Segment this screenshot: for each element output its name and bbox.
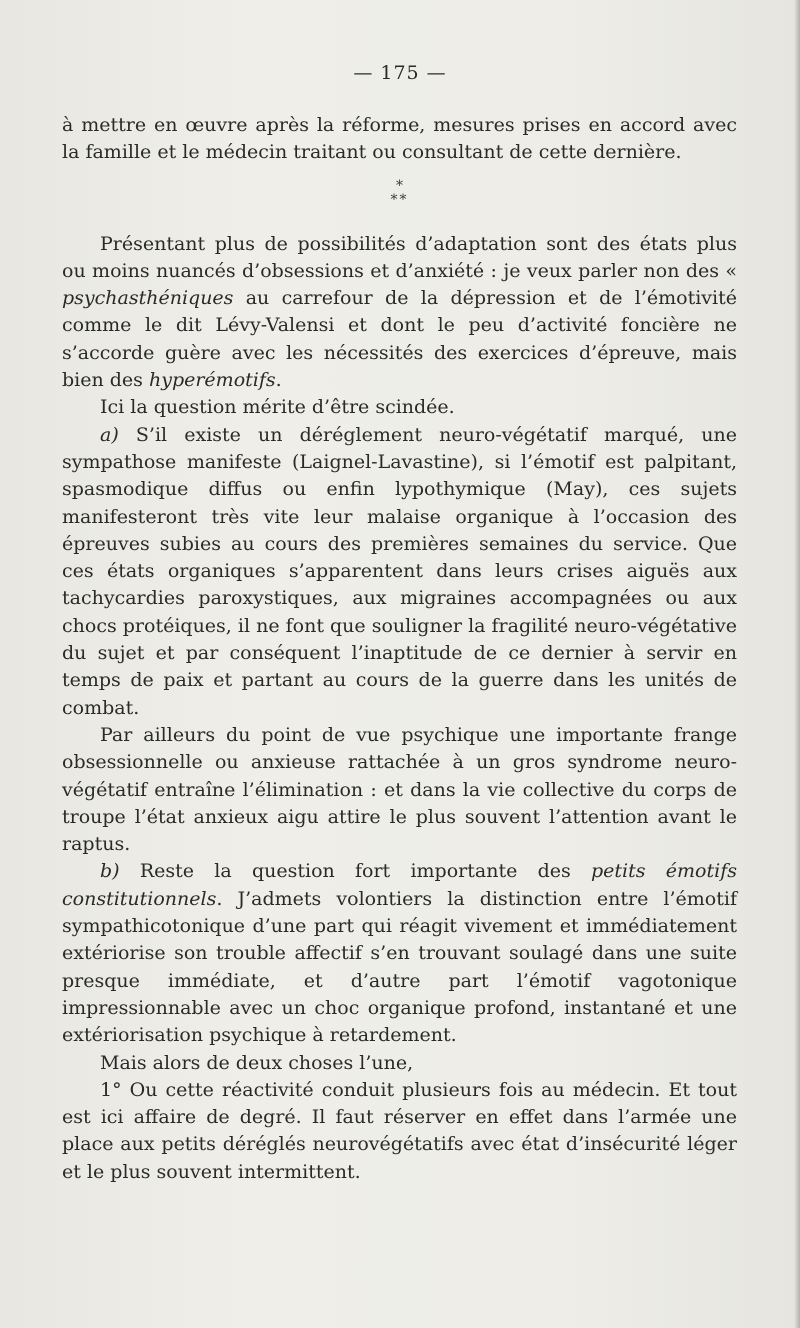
body-text bbox=[62, 112, 737, 1186]
italic-term-psychastheniques: psychasthéniques bbox=[62, 287, 234, 310]
italic-term-hyperemotifs: hyperémotifs bbox=[148, 369, 276, 392]
paragraph-intro: à mettre en œuvre après la réforme, mesures prises en accord avec la famille et le médecin traitant ou consultant de cette dernière. bbox=[62, 114, 737, 164]
text-run: Présentant plus de possibilités d’adaptation sont des états plus ou moins nuancés d’obsessions et d’anxiété : je veux parler non des « bbox=[62, 232, 737, 282]
text-run: Reste la question fort importante des bbox=[119, 860, 592, 883]
italic-term-petits-emotifs: petits émotifs constitutionnels bbox=[62, 860, 737, 910]
text-run: S’il existe un déréglement neuro-végétatif marqué, une sympathose manifeste (Laignel-Lavastine), si l’émotif est palpitant, spasmodique diffus ou enfin lypothymique (May), ces sujets manifesteront très vite leur malaise organique à l’occasion des épreuves subies au cours des premières semaines du service. Que ces états organiques s’apparentent dans leurs crises aiguës aux tachycardies paroxystiques, aux migraines accompagnées ou aux chocs protéiques, il ne font que souligner la fragilité neuro-végétative du sujet et par conséquent l’inaptitude de ce dernier à servir en temps de paix et partant au cours de la guerre dans les unités de combat. bbox=[62, 423, 737, 719]
item-label-b: b) bbox=[100, 860, 120, 883]
item-label-a: a) bbox=[100, 423, 119, 446]
page-number: — 175 — bbox=[353, 62, 447, 84]
asterism-bottom: ** bbox=[390, 191, 409, 208]
asterism-top: * bbox=[396, 177, 403, 194]
paragraph-hyperemotifs bbox=[62, 231, 737, 395]
text-run: . bbox=[275, 369, 282, 392]
page-edge-shadow bbox=[794, 0, 800, 1328]
paragraph-question: Ici la question mérite d’être scindée. bbox=[100, 396, 455, 419]
paragraph-psychique: Par ailleurs du point de vue psychique une importante frange obsessionnelle ou anxieuse rattachée à un gros syndrome neuro-végétatif entraîne l’élimination : et dans la vie collective du corps de troupe l’état anxieux aigu attire le plus souvent l’attention avant le raptus. bbox=[62, 723, 737, 856]
paragraph-deux-choses: Mais alors de deux choses l’une, bbox=[100, 1051, 414, 1074]
paragraph-point-1: 1° Ou cette réactivité conduit plusieurs fois au médecin. Et tout est ici affaire de degré. Il faut réserver en effet dans l’armée une place aux petits déréglés neurovégétatifs avec état d’insécurité léger et le plus souvent intermittent. bbox=[62, 1078, 737, 1183]
paragraph-a bbox=[62, 422, 737, 722]
paragraph-b bbox=[62, 858, 737, 1049]
text-run: au carrefour de la dépression et de l’émotivité comme le dit Lévy-Valensi et dont le peu d’activité foncière ne s’accorde guère avec les nécessités des exercices d’épreuve, mais bien des bbox=[62, 287, 737, 392]
section-asterism bbox=[62, 179, 737, 207]
text-run: . J’admets volontiers la distinction entre l’émotif sympathicotonique d’une part qui réagit vivement et immédiatement extériorise son trouble affectif s’en trouvant soulagé dans une suite presque immédiate, et d’autre part l’émotif vagotonique impressionnable avec un choc organique profond, instantané et une extériorisation psychique à retardement. bbox=[62, 887, 737, 1047]
